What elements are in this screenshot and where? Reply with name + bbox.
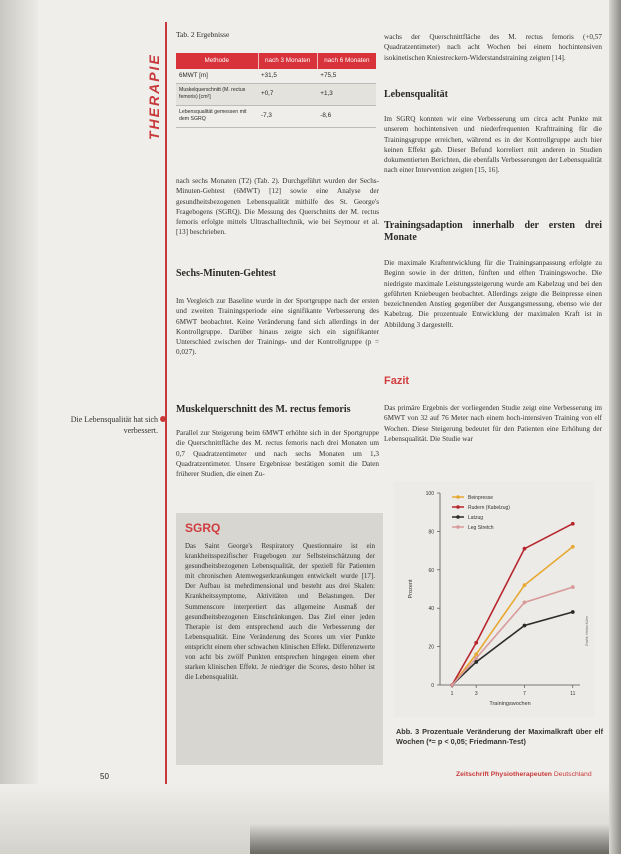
data-point	[523, 624, 527, 628]
y-tick-label: 0	[431, 683, 434, 689]
y-axis-label: Prozent	[408, 579, 414, 599]
side-note: Die Lebensqualität hat sich verbessert.	[70, 415, 158, 435]
data-point	[474, 641, 478, 645]
legend-label: Rudern (Kabelzug)	[468, 505, 510, 511]
data-point	[523, 601, 527, 605]
x-tick-label: 7	[523, 691, 526, 697]
col2-paragraph-1: wachs der Querschnittfläche des M. rectus femoris (+0,57 Quadratzentimeter) nach acht Wochen bei einem hochintensiven isokinetischen Kniestreckern-Widerstandstraining zeigten [14].	[384, 33, 602, 62]
y-tick-label: 40	[428, 606, 434, 613]
heading-quality-of-life: Lebensqualität	[384, 89, 448, 100]
col2-paragraph-4: Das primäre Ergebnis der vorliegenden Studie zeigt eine Verbesserung im 6MWT von 32 auf 76 Meter nach einem hoch-intensiven Training von elf Wochen. Diese Steigerung bedeutet für den Patienten eine Erhöhung der Lebensqualität. Die Studie war	[384, 404, 602, 443]
table-row	[176, 69, 376, 83]
sgrq-infobox	[176, 513, 383, 765]
col1-paragraph-3: Parallel zur Steigerung beim 6MWT erhöhte sich in der Sportgruppe die Querschnittfläche des M. rectus femoris nach drei Monaten um 0,7 Quadratzentimeter und nach sechs Monaten um 1,3 Quadratzentimeter. Unsere Ergebnisse bestätigen somit die Daten früherer Studien, die einen Zu-	[176, 429, 379, 479]
y-tick-label: 60	[428, 567, 434, 574]
heading-conclusion: Fazit	[384, 375, 410, 387]
table-row	[176, 105, 376, 127]
x-tick-label: 1	[450, 691, 454, 697]
col2-paragraph-2: Im SGRQ konnten wir eine Verbesserung um circa acht Punkte mit unserem hochintensiven und niederfrequenten Krafttraining für die Trainingsgruppe erreichen, während es in der Kontrollgruppe auch hier keinen Effekt gab. Dieser Befund korreliert mit anderen in Studien dokumentierten Berichten, die ebenfalls Verbesserungen der Lebensqualität nach einer Intervention zeigten [15, 16].	[384, 115, 602, 175]
legend-label: Leg Stretch	[468, 525, 494, 531]
infobox-title: SGRQ	[185, 521, 221, 535]
y-tick-label: 100	[425, 491, 434, 497]
line-chart	[394, 481, 594, 717]
x-tick-label: 3	[474, 691, 478, 697]
section-title-vertical: THERAPIE	[146, 53, 162, 140]
data-point	[571, 522, 575, 526]
table-row	[176, 83, 376, 105]
red-rule	[165, 22, 167, 792]
heading-training-adaption: Trainingsadaption innerhalb der ersten drei Monate	[384, 220, 602, 243]
legend-label: Latzug	[468, 515, 484, 521]
page-number: 50	[100, 772, 109, 781]
legend-marker	[456, 525, 460, 529]
legend-label: Beinpresse	[468, 495, 494, 501]
table-cell: +75,5	[317, 69, 376, 83]
table-cell: -7,3	[258, 105, 317, 127]
legend-marker	[456, 505, 460, 509]
col1-paragraph-2: Im Vergleich zur Baseline wurde in der Sportgruppe nach der ersten und zweiten Trainingsperiode eine signifikante Verbesserung des 6MWT beobachtet. Keine Veränderung fand sich allerdings in der Kontrollgruppe. Darüber hinaus zeigte sich ein signifikanter Unterschied zwischen der Trainings- und der Kontrollgruppe (p = 0,027).	[176, 297, 379, 357]
data-point	[523, 583, 527, 587]
table-caption: Tab. 2 Ergebnisse	[176, 30, 230, 39]
table-cell-label: 6MWT [m]	[176, 69, 258, 83]
infobox-text: Das Saint George's Respiratory Questionnaire ist ein krankheitsspezifischer Fragebogen zur Selbsteinschätzung der gesundheitsbezogenen Lebensqualität, der speziell für Patienten mit chronischen Atemwegserkrankungen entwickelt wurde [17]. Der Aufbau ist mehrdimensional und besteht aus drei Skalen: Krankheitssymptome, Aktivitäten und Belastungen. Der Summenscore interpretiert das allgemeine Ausmaß der gesundheitsbezogenen Einschränkungen. Das Ziel einer jeden Therapie ist dem entsprechend auch die Verbesserung der Lebensqualität. Eine Veränderung des Scores um vier Punkte entspricht einem eher schwachen klinischen Effekt. Differenzwerte von acht bis zwölf Punkten entsprechen hingegen einem eher starken klinischen Effekt. Je niedriger die Scores, desto höher ist die Lebensqualität.	[185, 542, 375, 682]
heading-six-minute-walk: Sechs-Minuten-Gehtest	[176, 268, 276, 279]
table-cell: +1,3	[317, 83, 376, 105]
legend-marker	[456, 515, 460, 519]
y-tick-label: 80	[428, 529, 434, 536]
table-cell-label: Muskelquerschnitt (M. rectus femoris) [cm²]	[176, 83, 258, 105]
data-point	[450, 683, 454, 687]
side-note-marker	[160, 416, 166, 422]
table-header-6m: nach 6 Monaten	[317, 53, 376, 69]
data-point	[571, 610, 575, 614]
figure-3-chart	[394, 481, 594, 717]
scan-right-edge	[609, 0, 621, 854]
journal-name: Zeitschrift Physiotherapeuten	[456, 771, 552, 778]
data-point	[571, 585, 575, 589]
x-axis-label: Trainingswochen	[489, 701, 531, 707]
journal-footer	[456, 771, 592, 778]
data-point	[571, 545, 575, 549]
figure-caption: Abb. 3 Prozentuale Veränderung der Maximalkraft über elf Wochen (*= p < 0,05; Friedmann-Test)	[396, 727, 603, 746]
table-cell: -8,6	[317, 105, 376, 127]
chart-credit: Grafik: Heiko Kühn	[585, 615, 589, 647]
table-header-3m: nach 3 Monaten	[258, 53, 317, 69]
table-header-row	[176, 53, 376, 69]
legend-marker	[456, 495, 460, 499]
table-cell-label: Lebensqualität gemessen mit dem SGRQ	[176, 105, 258, 127]
data-point	[523, 547, 527, 551]
page-left-shadow	[0, 0, 38, 854]
results-table	[176, 53, 376, 128]
series-line	[452, 612, 573, 685]
heading-muscle-cross-section: Muskelquerschnitt des M. rectus femoris	[176, 404, 351, 415]
table-cell: +31,5	[258, 69, 317, 83]
x-tick-label: 11	[570, 691, 576, 697]
col1-paragraph-1: nach sechs Monaten (T2) (Tab. 2). Durchgeführt wurden der Sechs-Minuten-Gehtest (6MWT) [12] sowie eine Analyse der gesundheitsbezogenen Lebensqualität mithilfe des St. George's Fragebogens (SGRQ). Die Messung des Querschnitts der M. rectus femoris erfolgte mittels Ultraschalltechnik, wie bei Seymour et al. [13] beschrieben.	[176, 177, 379, 237]
col2-paragraph-3: Die maximale Kraftentwicklung für die Trainingsanpassung erfolgte zu Beginn sowie in der dritten, fünften und elften Trainingswoche. Die niedrigste maximale Leistungssteigerung wurde am Kabelzug und bei den geführten Kniebeugen beobachtet. Allerdings zeigte die Beinpresse einen bezeichnenden Anstieg gegenüber der Ausgangsmessung, ebenso wie der Kabelzug. Die prozentuale Entwicklung der maximalen Kraft ist in Abbildung 3 dargestellt.	[384, 259, 602, 329]
journal-suffix: Deutschland	[553, 771, 592, 778]
scan-edge-shadow	[250, 824, 621, 854]
data-point	[474, 656, 478, 660]
table-header-method: Methode	[176, 53, 258, 69]
y-tick-label: 20	[428, 644, 434, 651]
table-cell: +0,7	[258, 83, 317, 105]
